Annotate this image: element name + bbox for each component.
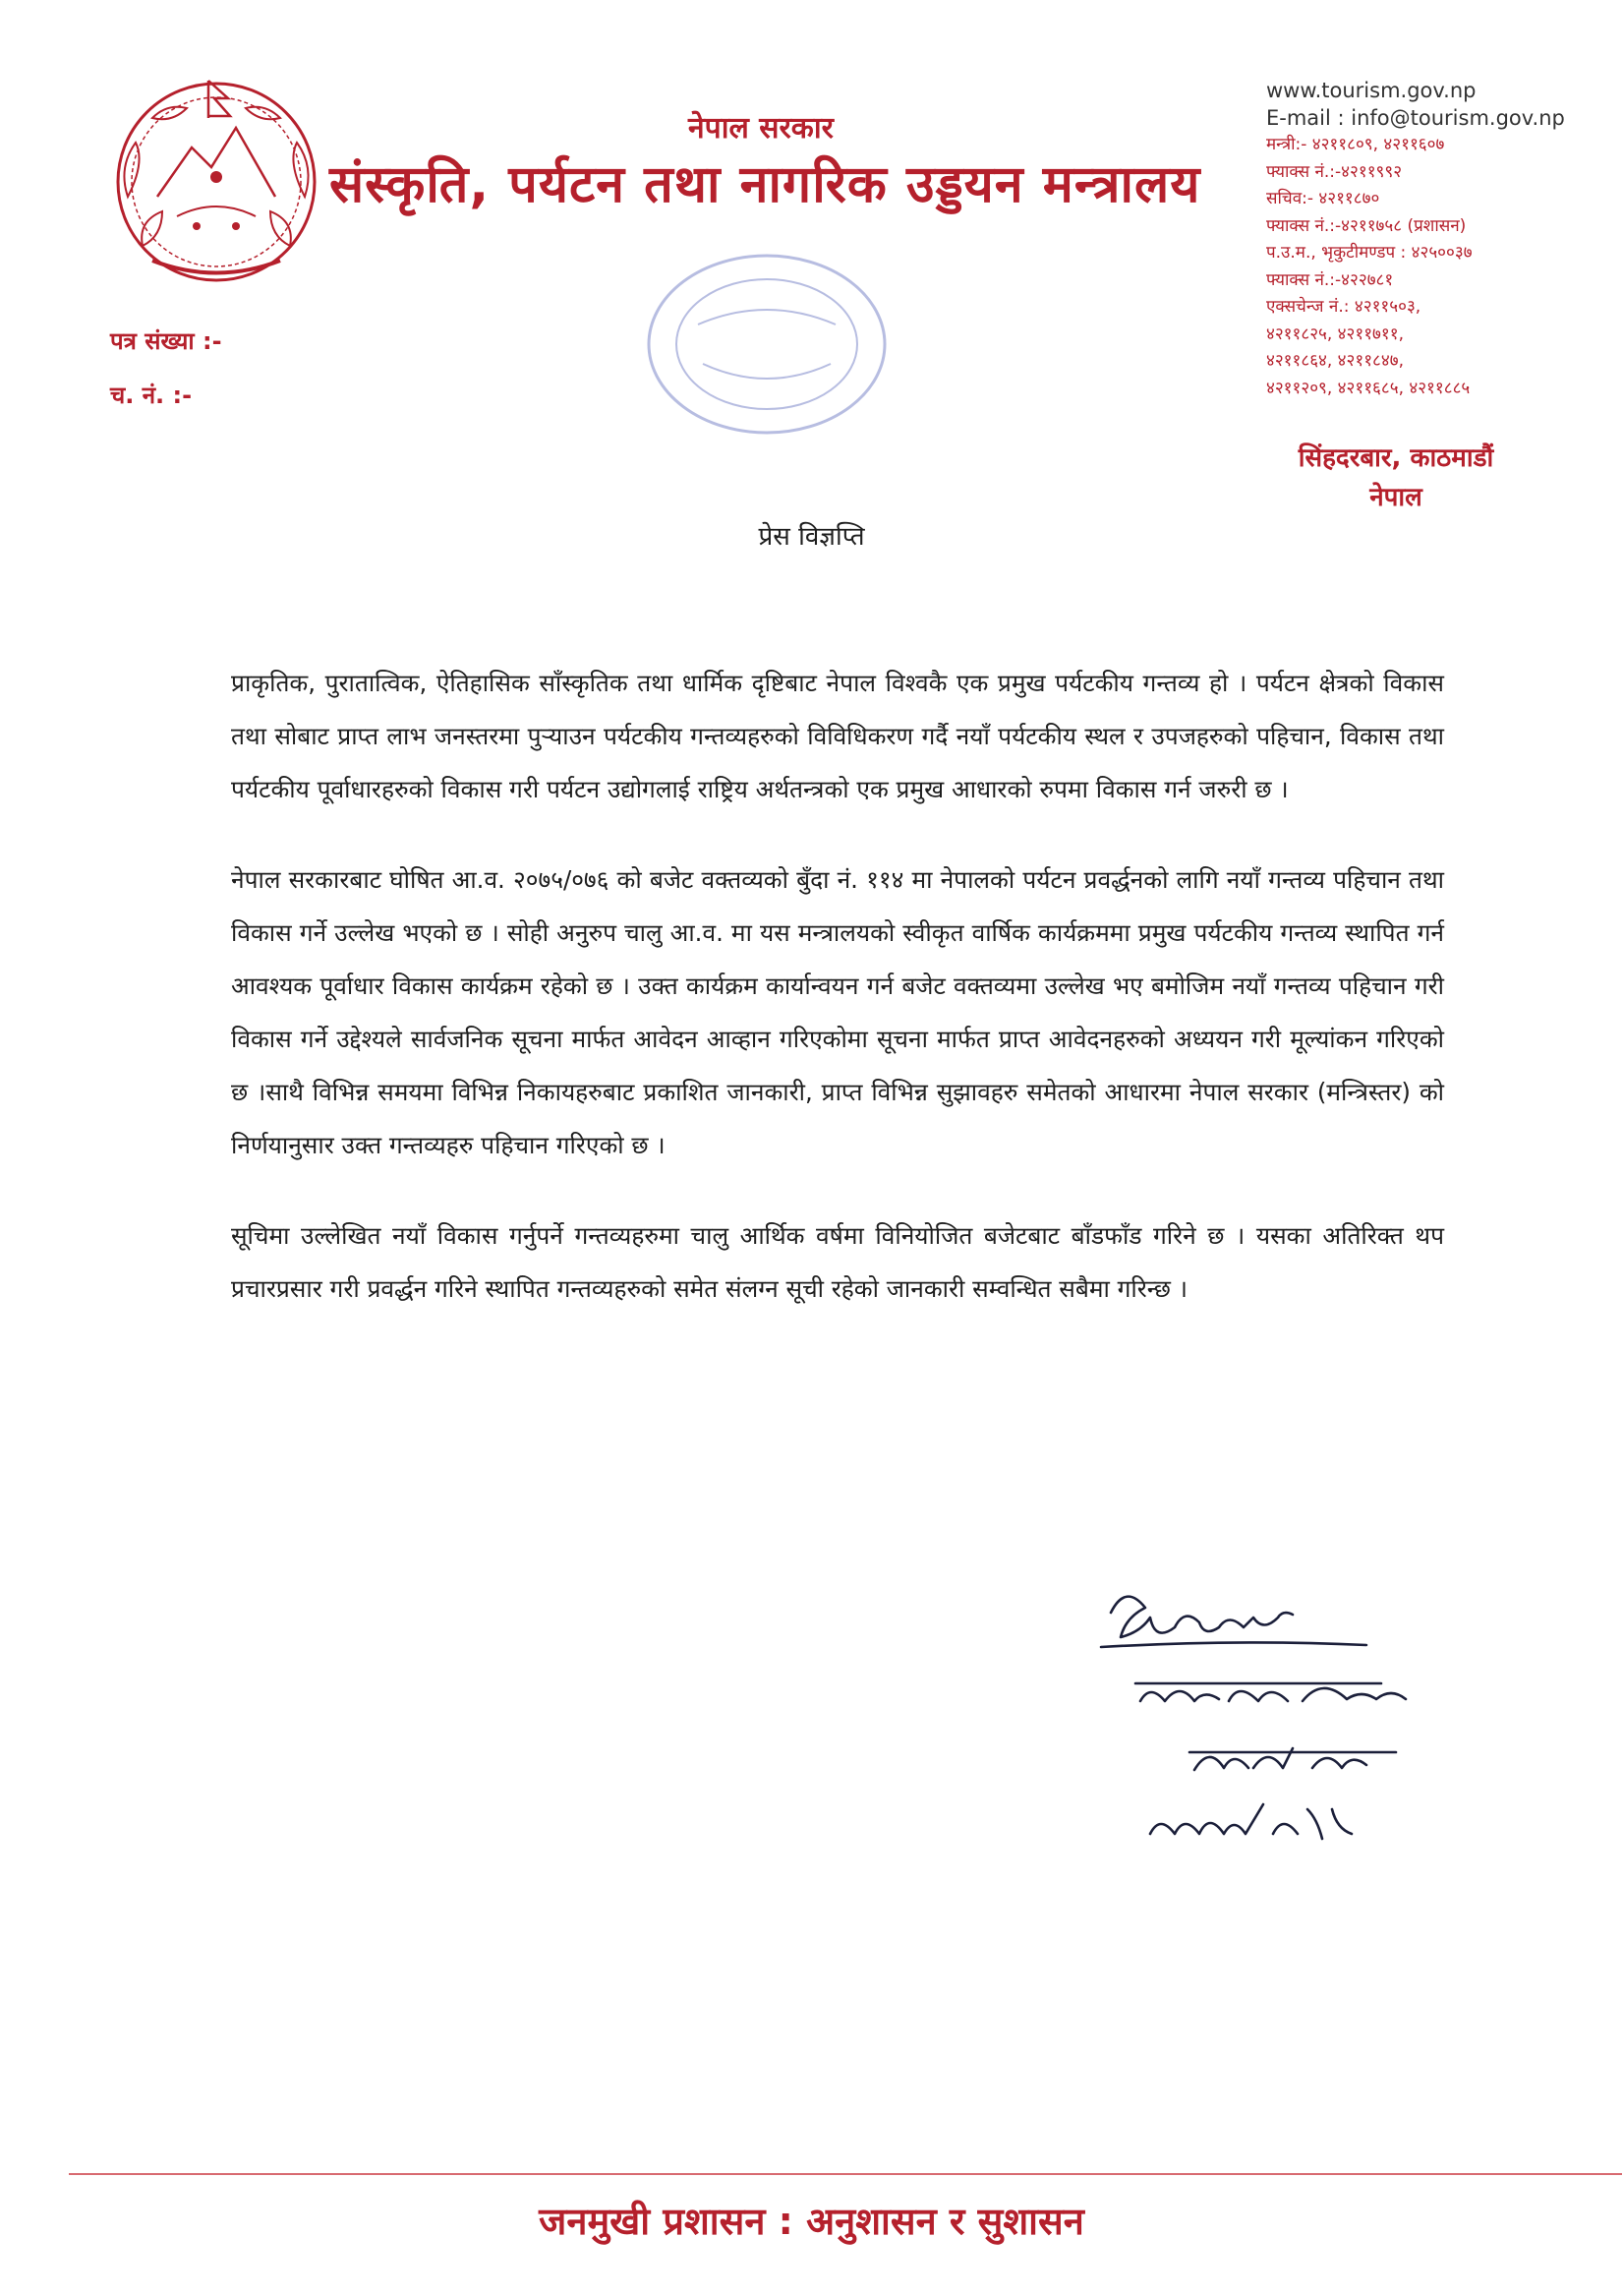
dispatch-number-label: च. नं. :- — [110, 382, 193, 409]
body-paragraph: प्राकृतिक, पुरातात्विक, ऐतिहासिक साँस्कृतिक तथा धार्मिक दृष्टिबाट नेपाल विश्वकै एक प्रमुख पर्यटकीय गन्तव्य हो । पर्यटन क्षेत्रको विकास तथा सोबाट प्राप्त लाभ जनस्तरमा पुऱ्याउन पर्यटकीय गन्तव्यहरुको विविधिकरण गर्दै नयाँ पर्यटकीय स्थल र उपजहरुको पहिचान, विकास तथा पर्यटकीय पूर्वाधारहरुको विकास गरी पर्यटन उद्योगलाई राष्ट्रिय अर्थतन्त्रको एक प्रमुख आधारको रुपमा विकास गर्न जरुरी छ । — [231, 669, 1444, 803]
contact-line: एक्सचेन्ज नं.: ४२११५०३, — [1266, 297, 1421, 317]
ministry-name: संस्कृति, पर्यटन तथा नागरिक उड्डयन मन्त्रालय — [329, 155, 1201, 214]
contact-line: मन्त्री:- ४२११८०९, ४२११६०७ — [1266, 135, 1445, 154]
contact-line: ४२११८२५, ४२११७११, — [1266, 324, 1404, 344]
body-paragraph: सूचिमा उल्लेखित नयाँ विकास गर्नुपर्ने गन्तव्यहरुमा चालु आर्थिक वर्षमा विनियोजित बजेटबाट बाँडफाँड गरिने छ । यसका अतिरिक्त थप प्रचारप्रसार गरी प्रवर्द्धन गरिने स्थापित गन्तव्यहरुको समेत संलग्न सूची रहेको जानकारी सम्वन्धित सबैमा गरिन्छ । — [231, 1221, 1444, 1303]
body-paragraph: नेपाल सरकारबाट घोषित आ.व. २०७५/०७६ को बजेट वक्तव्यको बुँदा नं. ११४ मा नेपालको पर्यटन प्रवर्द्धनको लागि नयाँ गन्तव्य पहिचान तथा विकास गर्ने उल्लेख भएको छ । सोही अनुरुप चालु आ.व. मा यस मन्त्रालयको स्वीकृत वार्षिक कार्यक्रममा प्रमुख पर्यटकीय गन्तव्य स्थापित गर्न आवश्यक पूर्वाधार विकास कार्यक्रम रहेको छ । उक्त कार्यक्रम कार्यान्वयन गर्न बजेट वक्तव्यमा उल्लेख भए बमोजिम नयाँ गन्तव्य पहिचान गरी विकास गर्ने उद्देश्यले सार्वजनिक सूचना मार्फत आवेदन आव्हान गरिएकोमा सूचना मार्फत प्राप्त आवेदनहरुको अध्ययन गरी मूल्यांकन गरिएको छ ।साथै विभिन्न समयमा विभिन्न निकायहरुबाट प्रकाशित जानकारी, प्राप्त विभिन्न सुझावहरु समेतको आधारमा नेपाल सरकार (मन्त्रिस्तर) को निर्णयानुसार उक्त गन्तव्यहरु पहिचान गरिएको छ । — [231, 865, 1444, 1159]
contact-line: फ्याक्स नं.:-४२२७८१ — [1266, 269, 1394, 290]
contact-line: प.उ.म., भृकुटीमण्डप : ४२५००३७ — [1266, 243, 1473, 263]
footer-motto: जनमुखी प्रशासन : अनुशासन र सुशासन — [539, 2200, 1084, 2243]
document-title: प्रेस विज्ञप्ति — [758, 522, 865, 552]
contact-line: सचिव:- ४२११८७० — [1266, 189, 1380, 208]
letter-number-label: पत्र संख्या :- — [110, 327, 222, 355]
contact-line: ४२११२०९, ४२११६८५, ४२११८८५ — [1266, 378, 1471, 398]
address-line-country: नेपाल — [1369, 483, 1422, 512]
office-address — [1268, 439, 1524, 517]
email-link[interactable]: E-mail : info@tourism.gov.np — [1266, 106, 1565, 130]
document-body — [231, 657, 1444, 1353]
footer-divider — [69, 2173, 1622, 2175]
contact-block — [1266, 77, 1610, 402]
website-link[interactable]: www.tourism.gov.np — [1266, 79, 1477, 102]
address-line-city: सिंहदरबार, काठमाडौं — [1298, 443, 1494, 473]
contact-line: फ्याक्स नं.:-४२११९९२ — [1266, 161, 1403, 182]
nepal-government-emblem-icon — [98, 59, 334, 295]
government-name: नेपाल सरकार — [688, 111, 834, 146]
contact-line: फ्याक्स नं.:-४२११७५८ (प्रशासन) — [1266, 215, 1467, 236]
handwritten-signature — [1091, 1573, 1524, 1898]
ministry-round-stamp-icon — [629, 246, 895, 442]
contact-line: ४२११८६४, ४२११८४७, — [1266, 351, 1404, 371]
